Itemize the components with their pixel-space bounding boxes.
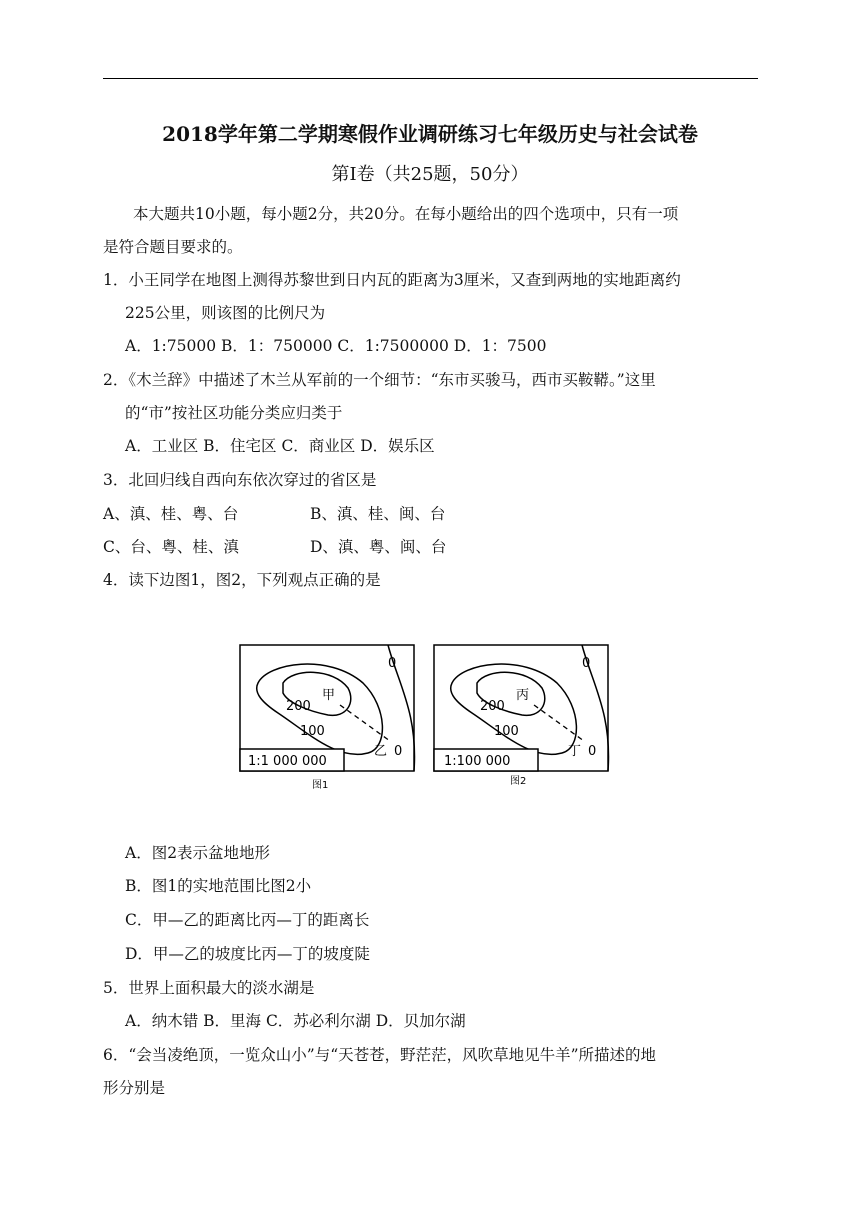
q6-stem-line-2: 形分别是 <box>103 1079 166 1097</box>
q4-option-c: C．甲—乙的距离比丙—丁的距离长 <box>125 911 370 929</box>
contour-label-200: 200 <box>286 699 311 714</box>
figure-1 <box>238 643 418 797</box>
contour-label-0b: 0 <box>588 744 597 759</box>
q3-stem: 3．北回归线自西向东依次穿过的省区是 <box>103 471 377 489</box>
q3-option-c: C、台、粤、桂、滇 <box>103 538 239 556</box>
q2-stem-line-1: 2．《木兰辞》中描述了木兰从军前的一个细节：“东市买骏马，西市买鞍鞯。”这里 <box>103 371 656 389</box>
q2-stem-line-2: 的“市”按社区功能分类应归类于 <box>125 404 343 422</box>
intro-line-1: 本大题共10小题，每小题2分，共20分。在每小题给出的四个选项中，只有一项 <box>133 205 679 223</box>
scale-label: 1:1 000 000 <box>248 754 327 769</box>
header-rule <box>103 78 758 79</box>
q5-stem: 5．世界上面积最大的淡水湖是 <box>103 979 315 997</box>
contour-label-100: 100 <box>300 724 325 739</box>
q1-stem-line-1: 1．小王同学在地图上测得苏黎世到日内瓦的距离为3厘米，又查到两地的实地距离约 <box>103 271 681 289</box>
exam-title: 2018学年第二学期寒假作业调研练习七年级历史与社会试卷 <box>162 122 698 146</box>
q2-options: A．工业区 B．住宅区 C．商业区 D．娱乐区 <box>125 437 435 455</box>
point-label-b: 丁 <box>568 744 582 759</box>
section-title: 第Ⅰ卷（共25题，50分） <box>331 164 529 185</box>
contour-label-100: 100 <box>494 724 519 739</box>
figure-caption: 图1 <box>312 780 329 791</box>
q1-options: A．1:75000 B．1：750000 C．1:7500000 D．1：7500 <box>125 337 547 355</box>
q3-option-a: A、滇、桂、粤、台 <box>103 505 239 523</box>
q4-option-a: A．图2表示盆地地形 <box>125 844 271 862</box>
contour-map-1 <box>238 643 418 793</box>
q6-stem-line-1: 6．“会当凌绝顶，一览众山小”与“天苍苍，野茫茫，风吹草地见牛羊”所描述的地 <box>103 1046 657 1064</box>
q3-option-b: B、滇、桂、闽、台 <box>310 505 446 523</box>
point-label-a: 甲 <box>322 688 336 703</box>
q1-stem-line-2: 225公里，则该图的比例尺为 <box>125 304 326 322</box>
intro-line-2: 是符合题目要求的。 <box>103 238 243 256</box>
contour-label-0b: 0 <box>394 744 403 759</box>
scale-label: 1:100 000 <box>444 754 511 769</box>
point-label-b: 乙 <box>374 744 388 759</box>
figure-caption: 图2 <box>510 776 527 787</box>
contour-line-100 <box>257 664 383 754</box>
q4-option-b: B．图1的实地范围比图2小 <box>125 877 312 895</box>
contour-label-0: 0 <box>582 656 591 671</box>
point-label-a: 丙 <box>516 688 530 703</box>
q4-option-d: D．甲—乙的坡度比丙—丁的坡度陡 <box>125 945 370 963</box>
contour-label-0: 0 <box>388 656 397 671</box>
q4-stem: 4．读下边图1，图2，下列观点正确的是 <box>103 571 381 589</box>
contour-map-2 <box>432 643 612 793</box>
q3-option-d: D、滇、粤、闽、台 <box>310 538 447 556</box>
contour-label-200: 200 <box>480 699 505 714</box>
contour-line-100 <box>451 664 577 754</box>
q5-options: A．纳木错 B．里海 C．苏必利尔湖 D．贝加尔湖 <box>125 1012 466 1030</box>
figure-2 <box>432 643 612 797</box>
